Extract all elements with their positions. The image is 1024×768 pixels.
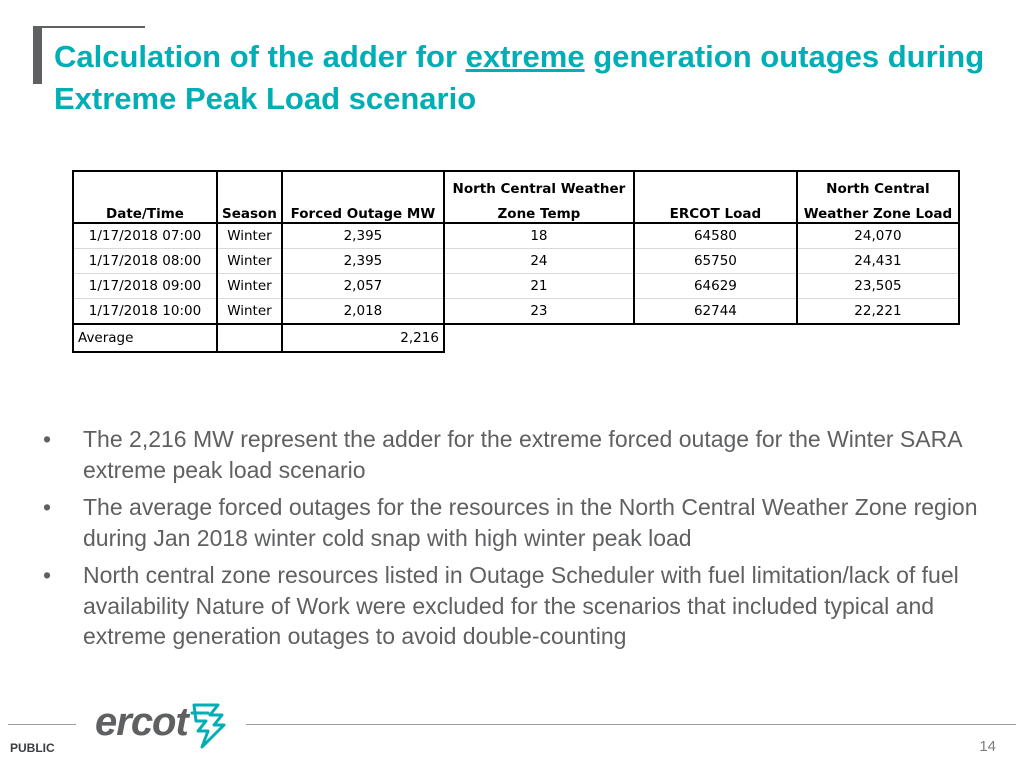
list-item: [40, 560, 980, 652]
cell-forced-outage: 2,395: [282, 223, 444, 249]
cell-nc-load: 23,505: [797, 274, 959, 299]
footer-divider-right: [246, 724, 1016, 725]
list-item: [40, 424, 980, 485]
header-nc-load-line2: Weather Zone Load: [797, 197, 959, 223]
table-row: [73, 223, 959, 249]
title-accent-top: [33, 26, 145, 28]
average-row: [73, 324, 959, 352]
slide-title: [54, 36, 994, 120]
cell-season: Winter: [217, 299, 282, 325]
cell-nc-temp: 21: [444, 274, 634, 299]
cell-ercot-load: 62744: [634, 299, 797, 325]
lightning-logo-icon: [188, 703, 228, 749]
table-row: [73, 249, 959, 274]
cell-ercot-load: 65750: [634, 249, 797, 274]
cell-ercot-load: 64580: [634, 223, 797, 249]
title-accent-bar: [33, 26, 42, 84]
header-date-time-top: [73, 171, 217, 197]
header-date-time: Date/Time: [73, 197, 217, 223]
cell-forced-outage: 2,057: [282, 274, 444, 299]
cell-ercot-load: 64629: [634, 274, 797, 299]
average-empty: [797, 324, 959, 352]
page-number: 14: [979, 738, 996, 755]
ercot-logo: ercot: [95, 700, 188, 744]
title-underlined-word: extreme: [465, 39, 585, 74]
bullet-text: North central zone resources listed in Outage Scheduler with fuel limitation/lack of fuel availability Nature of Work were excluded for the scenarios that included typical and extreme generation outages to avoid double-counting: [83, 562, 959, 649]
header-season-top: [217, 171, 282, 197]
bullet-list: [40, 424, 980, 659]
table-row: [73, 274, 959, 299]
table-header-row-1: [73, 171, 959, 197]
cell-nc-temp: 23: [444, 299, 634, 325]
table-header-row-2: [73, 197, 959, 223]
bullet-glyph: •: [43, 494, 52, 520]
header-season: Season: [217, 197, 282, 223]
cell-season: Winter: [217, 249, 282, 274]
classification-label: PUBLIC: [10, 741, 55, 755]
bullet-text: The average forced outages for the resources in the North Central Weather Zone region during Jan 2018 winter cold snap with high winter peak load: [83, 494, 978, 551]
average-empty: [444, 324, 634, 352]
cell-nc-temp: 24: [444, 249, 634, 274]
cell-forced-outage: 2,395: [282, 249, 444, 274]
average-label: Average: [73, 324, 217, 352]
bullet-glyph: •: [43, 562, 52, 588]
title-part-2: generation outages during Extreme Peak Load scenario: [54, 39, 985, 116]
header-forced-outage-top: [282, 171, 444, 197]
average-value: 2,216: [282, 324, 444, 352]
average-season-blank: [217, 324, 282, 352]
bullet-text: The 2,216 MW represent the adder for the extreme forced outage for the Winter SARA extreme peak load scenario: [83, 426, 962, 483]
footer-divider-left: [8, 724, 76, 725]
average-empty: [634, 324, 797, 352]
bullet-glyph: •: [43, 426, 52, 452]
header-forced-outage: Forced Outage MW: [282, 197, 444, 223]
header-nc-temp-line1: North Central Weather: [444, 171, 634, 197]
cell-season: Winter: [217, 223, 282, 249]
cell-nc-load: 24,431: [797, 249, 959, 274]
cell-date-time: 1/17/2018 08:00: [73, 249, 217, 274]
cell-date-time: 1/17/2018 10:00: [73, 299, 217, 325]
cell-nc-temp: 18: [444, 223, 634, 249]
cell-forced-outage: 2,018: [282, 299, 444, 325]
cell-nc-load: 24,070: [797, 223, 959, 249]
header-nc-temp-line2: Zone Temp: [444, 197, 634, 223]
outage-table: [72, 170, 960, 353]
header-ercot-load: ERCOT Load: [634, 197, 797, 223]
header-nc-load-line1: North Central: [797, 171, 959, 197]
table-row: [73, 299, 959, 325]
cell-season: Winter: [217, 274, 282, 299]
cell-date-time: 1/17/2018 07:00: [73, 223, 217, 249]
list-item: [40, 492, 980, 553]
cell-nc-load: 22,221: [797, 299, 959, 325]
title-part-1: Calculation of the adder for: [54, 39, 466, 74]
cell-date-time: 1/17/2018 09:00: [73, 274, 217, 299]
header-ercot-load-top: [634, 171, 797, 197]
